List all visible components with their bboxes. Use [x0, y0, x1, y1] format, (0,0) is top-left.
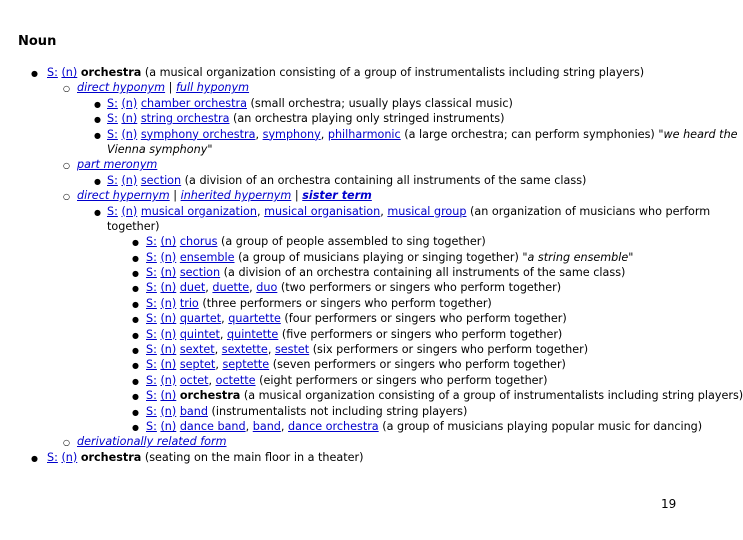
- synset-link[interactable]: S:: [107, 173, 118, 187]
- pos-link[interactable]: (n): [160, 373, 177, 387]
- word-link[interactable]: musical organisation: [264, 204, 381, 218]
- example-text: Vienna symphony": [107, 142, 213, 156]
- bullet-icon: [132, 373, 139, 389]
- sense-line: [0, 419, 712, 434]
- sense-line: [0, 234, 712, 249]
- synset-link[interactable]: S:: [107, 127, 118, 141]
- headword: orchestra: [80, 450, 142, 464]
- synset-link[interactable]: S:: [146, 235, 157, 249]
- word-link[interactable]: duo: [256, 281, 278, 295]
- relation-link[interactable]: part meronym: [77, 158, 158, 172]
- pos-link[interactable]: (n): [61, 450, 78, 464]
- word-link[interactable]: quintet: [179, 327, 220, 341]
- gloss-text: (a large orchestra; can perform symphonies): [400, 127, 659, 141]
- sense-line: [0, 173, 712, 188]
- bullet-icon: [31, 65, 38, 81]
- sense-line: [0, 311, 712, 326]
- gloss-text: (two performers or singers who perform together): [277, 281, 562, 295]
- synset-link[interactable]: S:: [107, 204, 118, 218]
- bullet-icon: [132, 296, 139, 312]
- sense-line: [0, 250, 712, 265]
- bullet-icon: [132, 234, 139, 250]
- pos-link[interactable]: (n): [121, 96, 138, 110]
- pos-link[interactable]: (n): [121, 204, 138, 218]
- relation-link[interactable]: inherited hypernym: [180, 189, 292, 203]
- gloss-text: ,: [245, 419, 253, 433]
- gloss-text: ,: [257, 204, 265, 218]
- synset-link[interactable]: S:: [146, 419, 157, 433]
- sense-line: [0, 404, 712, 419]
- gloss-text: (small orchestra; usually plays classical music): [246, 96, 513, 110]
- bullet-icon: [132, 327, 139, 343]
- synset-link[interactable]: S:: [146, 312, 157, 326]
- example-text: "a string ensemble": [522, 250, 634, 264]
- word-link[interactable]: quintette: [227, 327, 279, 341]
- sense-line: [0, 280, 712, 295]
- gloss-text: ,: [280, 419, 289, 433]
- gloss-text: ,: [215, 358, 223, 372]
- word-link[interactable]: quartet: [179, 312, 222, 326]
- relation-link[interactable]: direct hyponym: [77, 81, 166, 95]
- bullet-icon: [132, 388, 139, 404]
- pos-link[interactable]: (n): [160, 312, 177, 326]
- relation-line: [0, 157, 712, 172]
- gloss-text: ,: [255, 127, 263, 141]
- word-link[interactable]: sextette: [221, 343, 268, 357]
- synset-link[interactable]: S:: [47, 66, 58, 79]
- word-link[interactable]: dance orchestra: [288, 419, 379, 433]
- gloss-text: (three performers or singers who perform together): [198, 296, 492, 310]
- sense-line: [0, 265, 712, 280]
- example-text: "we heard the: [658, 127, 738, 141]
- pos-link[interactable]: (n): [121, 173, 138, 187]
- pos-link[interactable]: (n): [160, 404, 177, 418]
- gloss-text: ,: [219, 327, 227, 341]
- synset-link[interactable]: S:: [146, 296, 157, 310]
- synset-link[interactable]: S:: [146, 373, 157, 387]
- bullet-icon: [94, 96, 101, 112]
- gloss-text: (a group of musicians playing popular music for dancing): [378, 419, 703, 433]
- gloss-text: (a musical organization consisting of a group of instrumentalists including string players): [240, 389, 743, 403]
- sense-line: [0, 388, 743, 403]
- pos-link[interactable]: (n): [121, 112, 138, 126]
- gloss-text: ,: [320, 127, 328, 141]
- bullet-icon: [94, 204, 101, 220]
- pos-link[interactable]: (n): [160, 266, 177, 280]
- pos-link[interactable]: (n): [160, 343, 177, 357]
- gloss-text: (an organization of musicians who perform: [466, 204, 711, 218]
- pos-link[interactable]: (n): [160, 327, 177, 341]
- relation-link[interactable]: derivationally related form: [77, 435, 227, 449]
- pos-link[interactable]: (n): [160, 389, 177, 403]
- synset-link[interactable]: S:: [146, 281, 157, 295]
- pos-link[interactable]: (n): [160, 281, 177, 295]
- sense-line: [0, 111, 712, 126]
- gloss-text: (a division of an orchestra containing all instruments of the same class): [220, 266, 626, 280]
- pos-link[interactable]: (n): [160, 235, 177, 249]
- word-link[interactable]: band: [252, 419, 281, 433]
- pos-link[interactable]: (n): [121, 127, 138, 141]
- headword: orchestra: [179, 389, 241, 403]
- synset-link[interactable]: S:: [47, 450, 58, 464]
- gloss-text: ,: [380, 204, 388, 218]
- bullet-icon: [132, 404, 139, 420]
- relation-link-current[interactable]: sister term: [302, 189, 372, 203]
- gloss-text: (a division of an orchestra containing all instruments of the same class): [181, 173, 587, 187]
- synset-link[interactable]: S:: [146, 389, 157, 403]
- gloss-text: ,: [214, 343, 222, 357]
- gloss-text: (a group of musicians playing or singing together): [234, 250, 523, 264]
- word-link[interactable]: section: [179, 266, 221, 280]
- sense-line: [0, 65, 712, 80]
- word-link[interactable]: dance band: [179, 419, 246, 433]
- word-link[interactable]: ensemble: [179, 250, 235, 264]
- word-link[interactable]: musical organization: [140, 204, 257, 218]
- headword: orchestra: [80, 66, 142, 79]
- expand-bullet-icon[interactable]: [63, 434, 70, 450]
- word-link[interactable]: philharmonic: [327, 127, 401, 141]
- sense-line: [0, 96, 712, 111]
- word-link[interactable]: octet: [179, 373, 209, 387]
- page-title: Noun: [18, 34, 57, 49]
- gloss-text: ,: [267, 343, 275, 357]
- gloss-text: together): [107, 219, 160, 233]
- word-link[interactable]: musical group: [387, 204, 467, 218]
- synset-link[interactable]: S:: [107, 112, 118, 126]
- gloss-text: (seven performers or singers who perform together): [269, 358, 566, 372]
- word-link[interactable]: symphony: [262, 127, 321, 141]
- gloss-text: (a group of people assembled to sing together): [217, 235, 486, 249]
- separator: |: [165, 81, 176, 95]
- gloss-text: (an orchestra playing only stringed instruments): [229, 112, 505, 126]
- synset-link[interactable]: S:: [146, 358, 157, 372]
- pos-link[interactable]: (n): [160, 250, 177, 264]
- word-link[interactable]: duette: [212, 281, 250, 295]
- synset-link[interactable]: S:: [146, 250, 157, 264]
- bullet-icon: [132, 311, 139, 327]
- gloss-text: (six performers or singers who perform together): [309, 343, 589, 357]
- synset-link[interactable]: S:: [146, 404, 157, 418]
- gloss-text: (a musical organization consisting of a group of instrumentalists including string players): [141, 66, 645, 79]
- pos-link[interactable]: (n): [61, 66, 78, 79]
- gloss-text: (instrumentalists not including string players): [207, 404, 468, 418]
- word-link[interactable]: duet: [179, 281, 206, 295]
- word-link[interactable]: octette: [215, 373, 256, 387]
- gloss-text: ,: [221, 312, 229, 326]
- sense-line: [0, 342, 712, 357]
- gloss-text: (eight performers or singers who perform together): [255, 373, 548, 387]
- pos-link[interactable]: (n): [160, 358, 177, 372]
- bullet-icon: [132, 419, 139, 435]
- word-link[interactable]: band: [179, 404, 208, 418]
- sense-line: [0, 219, 712, 234]
- gloss-text: (seating on the main floor in a theater): [141, 450, 364, 464]
- pos-link[interactable]: (n): [160, 419, 177, 433]
- synset-link[interactable]: S:: [146, 343, 157, 357]
- sense-line: [0, 357, 712, 372]
- expand-bullet-icon[interactable]: [63, 157, 70, 173]
- word-link[interactable]: section: [140, 173, 182, 187]
- word-link[interactable]: chorus: [179, 235, 218, 249]
- bullet-icon: [94, 111, 101, 127]
- word-link[interactable]: chamber orchestra: [140, 96, 247, 110]
- gloss-text: ,: [249, 281, 257, 295]
- sense-line: [0, 142, 712, 157]
- page-number: 19: [661, 497, 677, 511]
- relation-line: [0, 188, 712, 203]
- expand-bullet-icon[interactable]: [63, 188, 70, 204]
- gloss-text: ,: [208, 373, 216, 387]
- expand-bullet-icon[interactable]: [63, 80, 70, 96]
- relation-link[interactable]: direct hypernym: [77, 189, 170, 203]
- bullet-icon: [132, 342, 139, 358]
- sense-line: [0, 373, 712, 388]
- word-link[interactable]: symphony orchestra: [140, 127, 256, 141]
- bullet-icon: [94, 127, 101, 143]
- bullet-icon: [31, 450, 38, 466]
- synset-link[interactable]: S:: [107, 96, 118, 110]
- sense-line: [0, 450, 712, 465]
- gloss-text: (five performers or singers who perform together): [278, 327, 563, 341]
- sense-line: [0, 296, 712, 311]
- separator: |: [291, 189, 303, 203]
- sense-line: [0, 204, 712, 219]
- word-link[interactable]: trio: [179, 296, 199, 310]
- word-link[interactable]: string orchestra: [140, 112, 230, 126]
- word-link[interactable]: sextet: [179, 343, 215, 357]
- sense-line: [0, 127, 738, 142]
- gloss-text: (four performers or singers who perform together): [280, 312, 567, 326]
- gloss-text: ,: [205, 281, 213, 295]
- synset-link[interactable]: S:: [146, 327, 157, 341]
- sense-line: [0, 327, 712, 342]
- relation-link[interactable]: full hyponym: [175, 81, 250, 95]
- relation-line: [0, 434, 712, 449]
- word-link[interactable]: septette: [222, 358, 270, 372]
- word-link[interactable]: quartette: [228, 312, 281, 326]
- bullet-icon: [132, 357, 139, 373]
- relation-line: [0, 80, 712, 95]
- bullet-icon: [132, 250, 139, 266]
- bullet-icon: [132, 280, 139, 296]
- pos-link[interactable]: (n): [160, 296, 177, 310]
- word-link[interactable]: sestet: [274, 343, 310, 357]
- separator: |: [169, 189, 181, 203]
- bullet-icon: [94, 173, 101, 189]
- synset-link[interactable]: S:: [146, 266, 157, 280]
- bullet-icon: [132, 265, 139, 281]
- word-link[interactable]: septet: [179, 358, 216, 372]
- synset-tree: [0, 65, 743, 465]
